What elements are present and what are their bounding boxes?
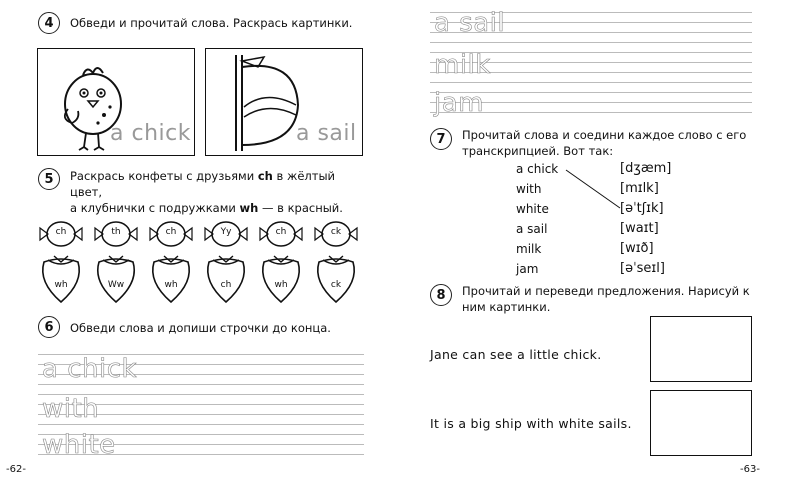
transcription: [dʒæm] xyxy=(620,161,672,176)
task-5-bold-ch: ch xyxy=(257,169,273,183)
trace-word: jam xyxy=(434,88,484,118)
drawing-box-1[interactable] xyxy=(650,316,752,382)
right-page xyxy=(394,0,788,484)
match-word: a sail xyxy=(516,222,548,236)
strawberry-label: wh xyxy=(54,280,68,290)
transcription: [əˈseɪl] xyxy=(620,261,665,276)
candy-icons xyxy=(36,216,366,252)
task-5-text-2b: — в красный. xyxy=(258,201,343,215)
task-4-instruction: Обведи и прочитай слова. Раскрась картинки. xyxy=(70,16,353,30)
task-7-number: 7 xyxy=(430,128,452,150)
candy-label: th xyxy=(111,227,121,237)
trace-word: milk xyxy=(434,50,491,80)
chick-word: a chick xyxy=(110,121,191,146)
trace-word: with xyxy=(42,394,100,424)
candy-label: Yy xyxy=(220,227,232,237)
trace-word: a sail xyxy=(434,8,506,38)
page-number-left: -62- xyxy=(6,464,26,475)
strawberry-label: ck xyxy=(330,280,342,290)
task-8-instruction xyxy=(462,283,762,315)
drawing-box-2[interactable] xyxy=(650,390,752,456)
transcription: [waɪt] xyxy=(620,221,659,236)
task-7-text-1: Прочитай слова и соедини каждое слово с его xyxy=(462,128,747,142)
task-5-instruction xyxy=(70,168,370,216)
strawberries-row xyxy=(36,252,366,306)
trace-word: white xyxy=(42,430,116,460)
transcription: [əˈtʃɪk] xyxy=(620,201,664,216)
strawberry-label: Ww xyxy=(107,280,125,290)
task-6-number: 6 xyxy=(38,316,60,338)
strawberry-icons xyxy=(36,252,366,306)
sentence-1: Jane can see a little chick. xyxy=(430,347,602,362)
task-5-bold-wh: wh xyxy=(239,201,259,215)
task-8-text-2: ним картинки. xyxy=(462,300,551,314)
candy-label: ch xyxy=(165,227,177,237)
transcription: [wɪð] xyxy=(620,241,654,256)
match-word: a chick xyxy=(516,162,559,176)
transcription: [mɪlk] xyxy=(620,181,659,196)
trace-word: a chick xyxy=(42,354,138,384)
sentence-2: It is a big ship with white sails. xyxy=(430,416,632,431)
chick-picture xyxy=(37,48,195,156)
task-4-number: 4 xyxy=(38,12,60,34)
sail-word: a sail xyxy=(296,121,357,146)
candy-label: ch xyxy=(275,227,287,237)
example-connector-line xyxy=(564,164,624,214)
strawberry-label: wh xyxy=(274,280,288,290)
strawberry-label: ch xyxy=(220,280,232,290)
task-8-text-1: Прочитай и переведи предложения. Нарисуй к xyxy=(462,284,750,298)
candy-label: ck xyxy=(330,227,342,237)
task-5-number: 5 xyxy=(38,168,60,190)
candies-row xyxy=(36,216,366,252)
match-word: jam xyxy=(516,262,539,276)
task-7-instruction xyxy=(462,127,762,159)
match-word: milk xyxy=(516,242,542,256)
task-5-text-2a: а клубнички с подружками xyxy=(70,201,240,215)
task-5-text-1b: в жёлтый цвет, xyxy=(70,169,336,199)
sail-picture xyxy=(205,48,363,156)
task-5-text-1a: Раскрась конфеты с друзьями xyxy=(70,169,258,183)
match-word: white xyxy=(516,202,549,216)
strawberry-label: wh xyxy=(164,280,178,290)
match-word: with xyxy=(516,182,542,196)
task-8-number: 8 xyxy=(430,284,452,306)
page-number-right: -63- xyxy=(740,464,760,475)
candy-label: ch xyxy=(55,227,67,237)
task-6-instruction: Обведи слова и допиши строчки до конца. xyxy=(70,321,331,335)
task-7-text-2: транскрипцией. Вот так: xyxy=(462,144,614,158)
